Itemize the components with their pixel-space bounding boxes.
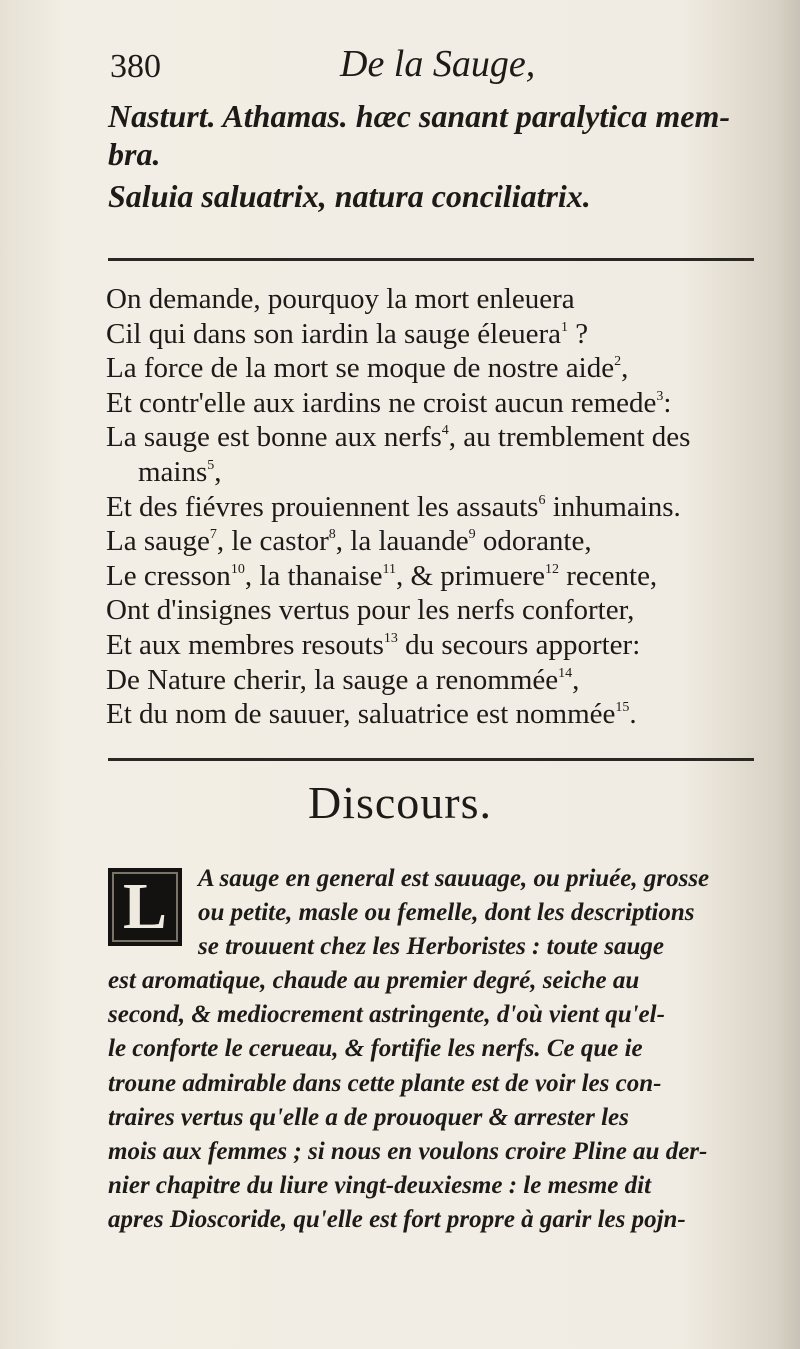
footnote-marker: 13 xyxy=(383,630,398,646)
discours-line: apres Dioscoride, qu'elle est fort propre à garir les pojn- xyxy=(108,1205,686,1233)
poem-text: , xyxy=(572,663,580,696)
poem-text: Cil qui dans son iardin la sauge éleuera xyxy=(106,317,562,350)
discours-line: mois aux femmes ; si nous en voulons croire Pline au der- xyxy=(108,1137,708,1165)
poem-text: De Nature cherir, la sauge a renommée xyxy=(106,663,559,696)
discours-line: traires vertus qu'elle a de prouoquer & arrester les xyxy=(108,1103,629,1131)
discours-line: est aromatique, chaude au premier degré, seiche au xyxy=(108,967,640,995)
poem-line xyxy=(106,317,786,352)
footnote-marker: 15 xyxy=(615,700,630,716)
poem-text: , le castor xyxy=(216,525,329,558)
poem-text: recente, xyxy=(558,559,658,592)
running-title: De la Sauge, xyxy=(340,43,536,85)
footnote-marker: 1 xyxy=(561,319,569,335)
footnote-marker: 12 xyxy=(544,561,559,577)
poem-text: , au tremblement des xyxy=(448,421,691,454)
discours-line: ou petite, masle ou femelle, dont les descriptions xyxy=(198,899,695,927)
footnote-marker: 3 xyxy=(656,388,664,404)
poem-text: , xyxy=(621,352,629,385)
poem-line xyxy=(106,559,786,594)
footnote-marker: 4 xyxy=(441,423,449,439)
poem xyxy=(106,282,786,732)
poem-line xyxy=(106,663,786,698)
footnote-marker: 5 xyxy=(207,457,215,473)
poem-text: Ont d'insignes vertus pour les nerfs conforter, xyxy=(106,594,635,627)
poem-text: Et contr'elle aux iardins ne croist aucun remede xyxy=(106,386,657,419)
discours-line: second, & mediocrement astringente, d'où vient qu'el- xyxy=(108,1001,665,1029)
footnote-marker: 7 xyxy=(209,527,217,543)
poem-text: La force de la mort se moque de nostre aide xyxy=(106,352,615,385)
bottom-rule xyxy=(108,758,754,761)
footnote-marker: 11 xyxy=(382,561,396,577)
discours-line: se trouuent chez les Herboristes : toute sauge xyxy=(198,933,664,961)
poem-line xyxy=(106,593,786,628)
poem-text: , xyxy=(214,455,222,488)
poem-text: ? xyxy=(568,317,589,350)
poem-text: Le cresson xyxy=(106,559,231,592)
discours-line: troune admirable dans cette plante est de voir les con- xyxy=(108,1069,662,1097)
poem-line xyxy=(106,351,786,386)
page-number: 380 xyxy=(110,48,161,85)
poem-line xyxy=(106,628,786,663)
poem-text: Et des fiévres prouiennent les assauts xyxy=(106,490,539,523)
discours-line: nier chapitre du liure vingt-deuxiesme : le mesme dit xyxy=(108,1171,652,1199)
top-rule xyxy=(108,258,754,261)
poem-line xyxy=(106,386,786,421)
poem-line xyxy=(106,282,786,317)
epigraph-line-3: Saluia saluatrix, natura conciliatrix. xyxy=(108,178,591,214)
footnote-marker: 9 xyxy=(468,527,476,543)
footnote-marker: 6 xyxy=(538,492,546,508)
poem-line xyxy=(106,490,786,525)
discours-title: Discours. xyxy=(307,777,493,828)
poem-text: , la thanaise xyxy=(244,559,383,592)
poem-text: Et du nom de sauuer, saluatrice est nommée xyxy=(106,698,616,731)
poem-text: La sauge est bonne aux nerfs xyxy=(106,421,442,454)
discours-text xyxy=(108,862,768,1237)
page-header xyxy=(110,42,750,92)
poem-text: odorante, xyxy=(475,525,592,558)
footnote-marker: 14 xyxy=(558,665,573,681)
epigraph-line-1: Nasturt. Athamas. hæc sanant paralytica mem- xyxy=(108,98,730,134)
poem-text: On demande, pourquoy la mort enleuera xyxy=(106,283,575,315)
footnote-marker: 2 xyxy=(614,354,622,370)
drop-cap: L xyxy=(108,868,182,946)
poem-text: . xyxy=(629,698,637,731)
poem-text: : xyxy=(663,386,672,419)
footnote-marker: 8 xyxy=(328,527,336,543)
poem-line xyxy=(106,420,786,455)
poem-line xyxy=(106,455,786,490)
poem-text: Et aux membres resouts xyxy=(106,628,384,661)
poem-text: inhumains. xyxy=(545,490,681,523)
poem-text: La sauge xyxy=(106,525,210,558)
poem-text: mains xyxy=(138,455,208,488)
poem-line xyxy=(106,697,786,732)
footnote-marker: 10 xyxy=(230,561,245,577)
epigraph-line-2: bra. xyxy=(108,136,161,172)
poem-text: du secours apporter: xyxy=(397,628,641,661)
discours-line: le conforte le cerueau, & fortifie les nerfs. Ce que ie xyxy=(108,1035,643,1063)
poem-text: , & primuere xyxy=(396,559,545,592)
poem-text: , la lauande xyxy=(335,525,469,558)
discours-line: A sauge en general est sauuage, ou priuée, grosse xyxy=(198,865,710,892)
poem-line xyxy=(106,524,786,559)
